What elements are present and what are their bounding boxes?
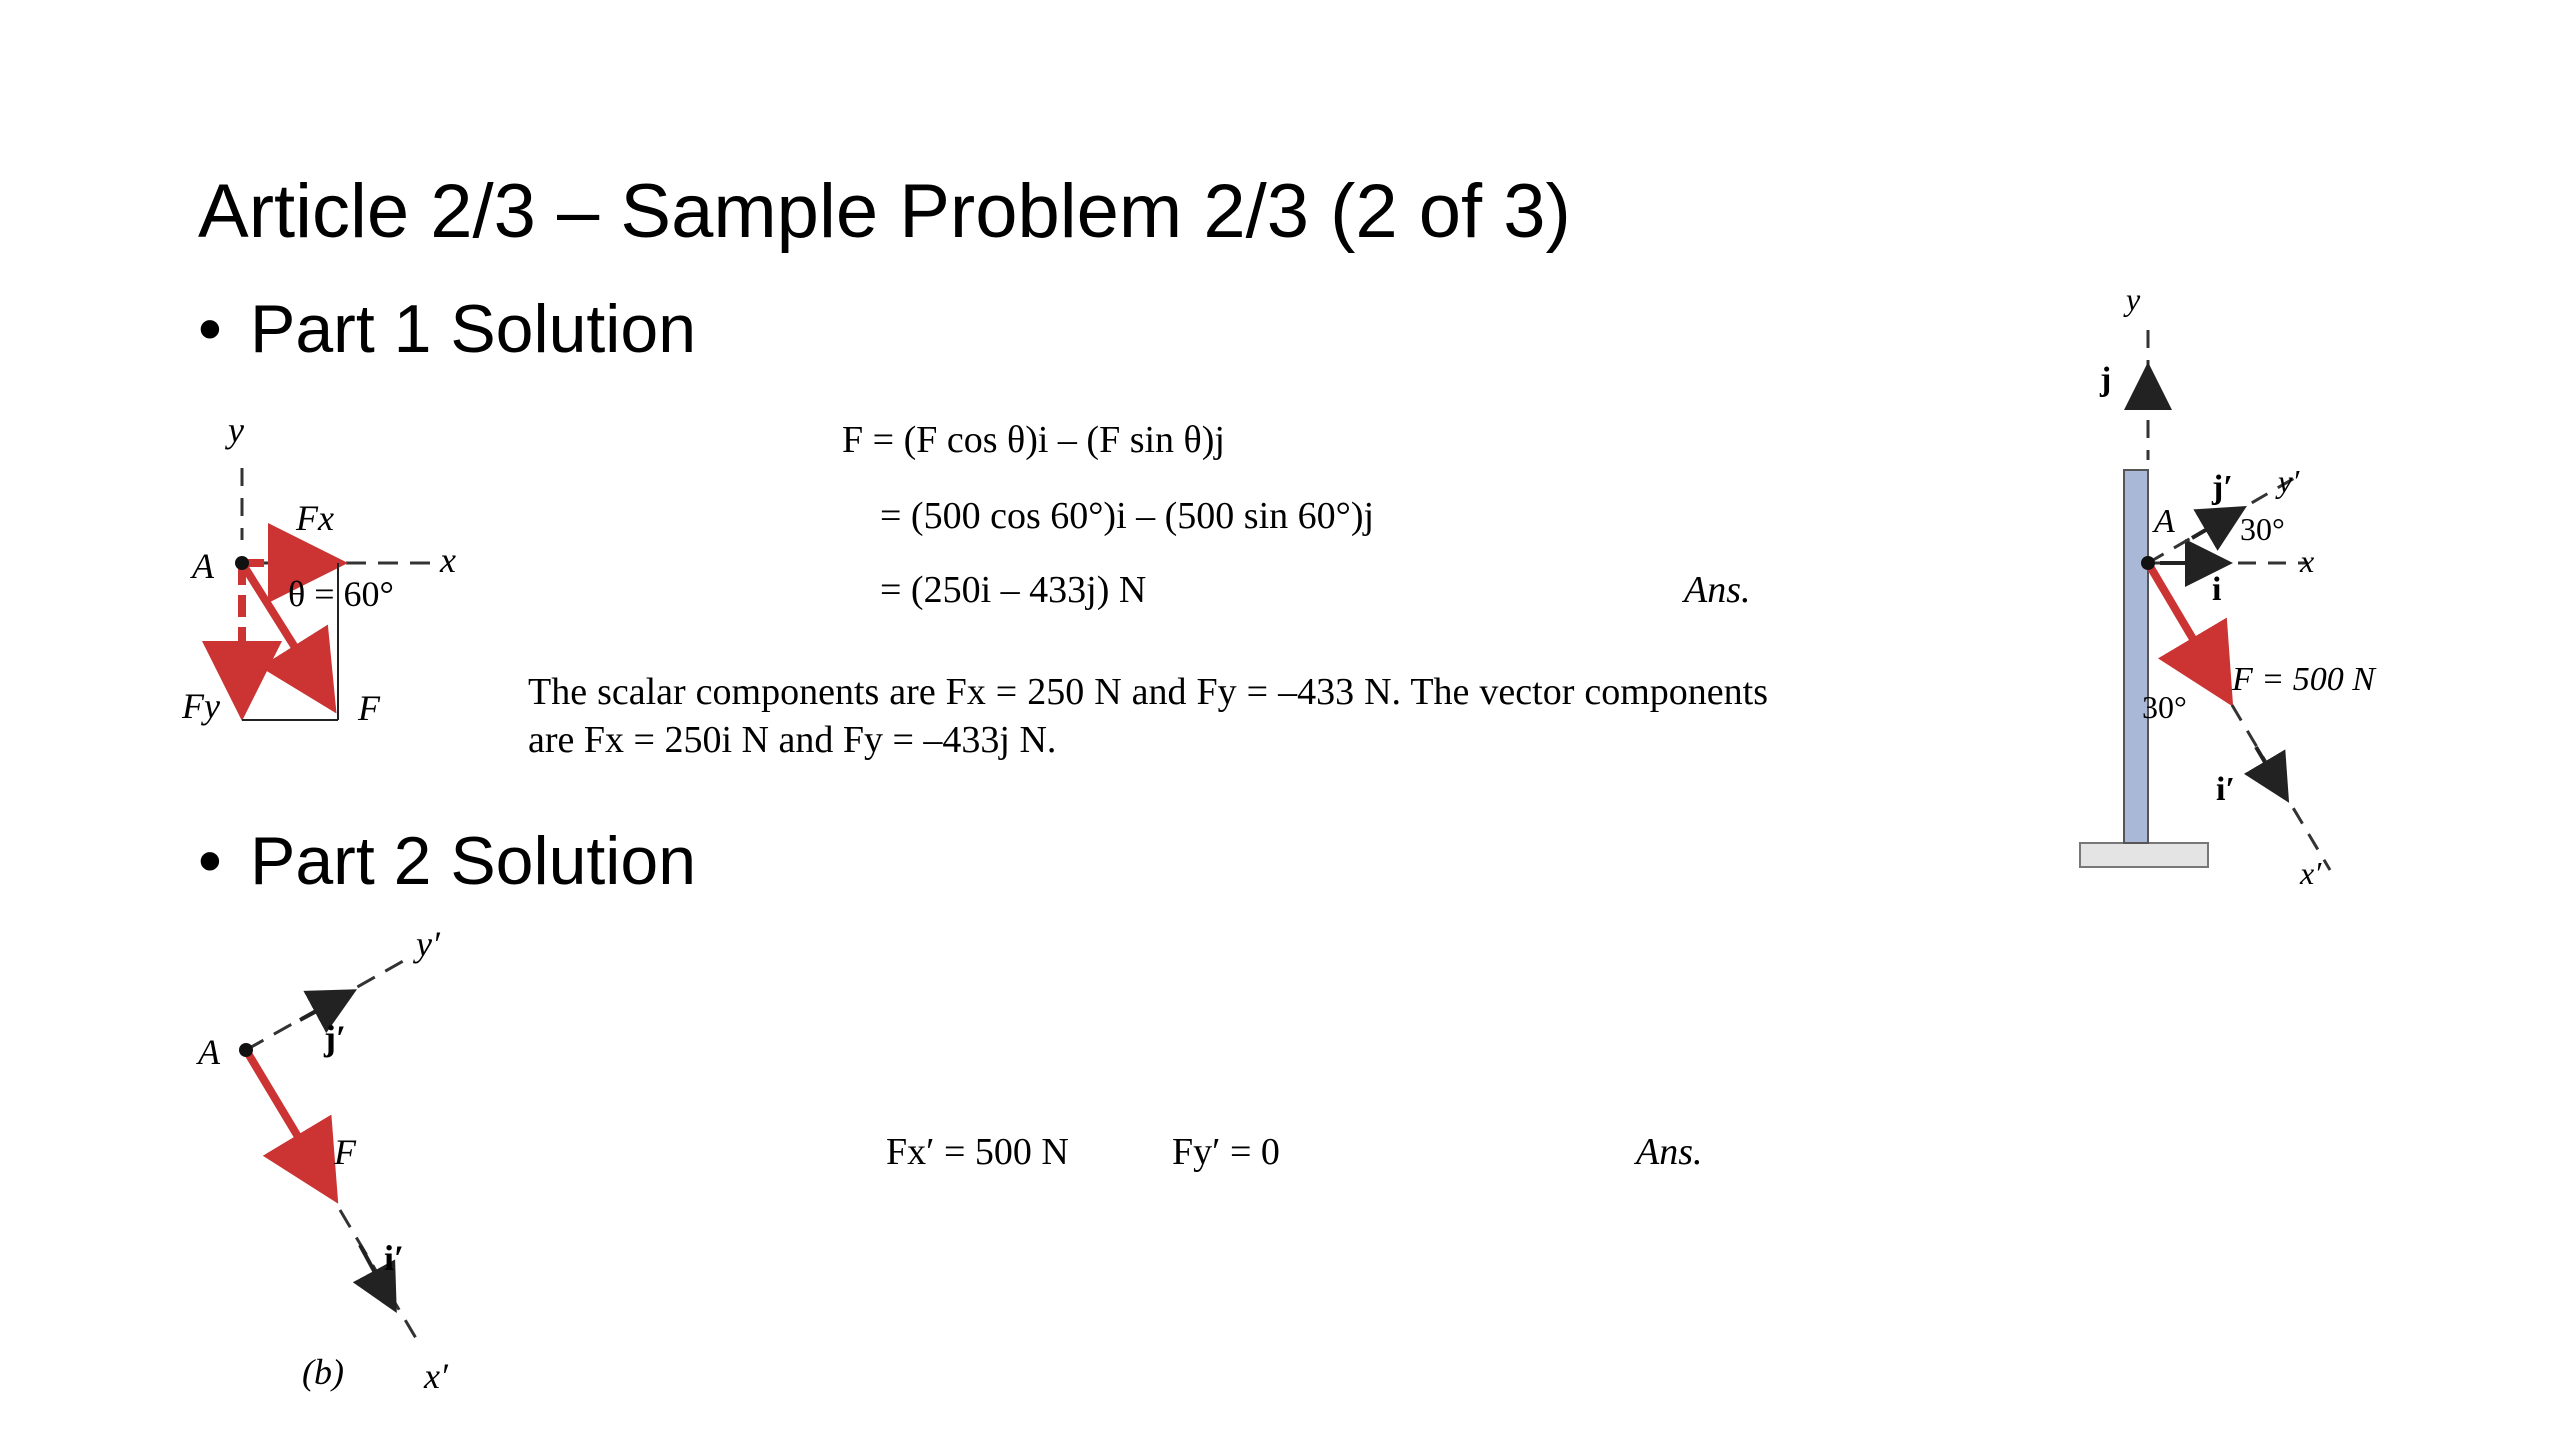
label-jprime: j′ (324, 1018, 347, 1058)
label-b: (b) (302, 1352, 344, 1392)
label-yprime-right: y′ (2278, 463, 2300, 499)
label-jprime-right: j′ (2212, 469, 2233, 506)
label-x: x (440, 540, 456, 580)
label-j-right: j (2100, 361, 2112, 398)
label-x-right: x (2300, 543, 2315, 579)
right-figure (2080, 281, 2377, 891)
part1-equation-line2: = (500 cos 60°)i – (500 sin 60°)j (880, 495, 1375, 537)
part2-diagram (196, 924, 449, 1396)
label-a-2: A (198, 1032, 220, 1072)
point-a-dot-right (2141, 556, 2155, 570)
label-xprime-right: x′ (2300, 855, 2322, 891)
post-base (2080, 843, 2208, 867)
post (2124, 470, 2148, 843)
part1-paragraph: The scalar components are Fx = 250 N and Fy = –433 N. The vector components are Fx = 250i N and Fy = –433j N. (528, 671, 1768, 761)
iprime-arrow-right (2256, 747, 2285, 796)
part2-equation-fy: Fy′ = 0 (1172, 1131, 1280, 1173)
part2-ans-label: Ans. (1636, 1131, 1703, 1173)
label-f: F (358, 688, 380, 728)
label-xprime: x′ (424, 1356, 448, 1396)
bullet-part1-label: Part 1 Solution (250, 291, 697, 367)
bullet-dot: • (198, 291, 222, 367)
bullet-dot: • (198, 823, 222, 899)
label-yprime: y′ (416, 924, 440, 964)
label-i-right: i (2212, 571, 2222, 608)
label-f-right: F = 500 N (2232, 661, 2375, 698)
label-fx: Fx (296, 498, 334, 538)
jprime-arrow (300, 993, 350, 1020)
label-iprime-right: i′ (2216, 771, 2236, 808)
force-f-arrow-2 (246, 1050, 330, 1190)
label-fy: Fy (182, 686, 220, 726)
part1-ans-label: Ans. (1684, 569, 1751, 611)
part1-equation-line1: F = (F cos θ)i – (F sin θ)j (842, 419, 1225, 461)
label-30-top: 30° (2240, 511, 2285, 547)
label-a: A (192, 546, 214, 586)
xprime-axis-line (340, 1210, 420, 1345)
part1-equation-line3: = (250i – 433j) N (880, 569, 1147, 611)
label-iprime: i′ (384, 1238, 405, 1278)
part1-diagram (181, 410, 456, 728)
label-y-right: y (2126, 281, 2141, 317)
bullet-part2-label: Part 2 Solution (250, 823, 697, 899)
part2-equation-fx: Fx′ = 500 N (886, 1131, 1069, 1173)
point-a-dot (235, 556, 249, 570)
slide-title: Article 2/3 – Sample Problem 2/3 (2 of 3) (198, 169, 1571, 254)
jprime-arrow-right (2192, 510, 2240, 538)
label-a-right: A (2154, 503, 2175, 540)
label-f-2: F (334, 1132, 356, 1172)
point-a-dot-2 (239, 1043, 253, 1057)
label-30-bottom: 30° (2142, 689, 2187, 725)
label-theta: θ = 60° (288, 574, 394, 614)
label-y: y (228, 410, 244, 450)
